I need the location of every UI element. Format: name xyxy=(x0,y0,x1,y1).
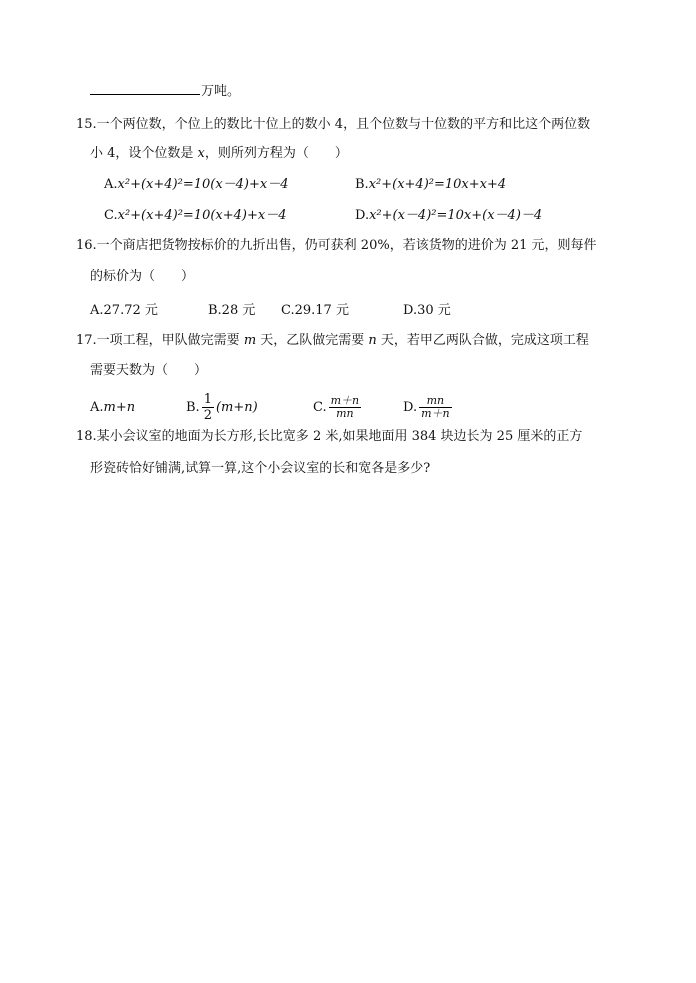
q14-answer-line xyxy=(90,82,240,101)
fraction-denominator: mn xyxy=(336,407,354,420)
q17-option-b-label: B. xyxy=(186,400,200,415)
q17-option-c-label: C. xyxy=(313,400,327,415)
q17-stem-line1-a: 17.一项工程，甲队做完需要 xyxy=(76,333,244,348)
q15-option-c-expr: x²+(x+4)²=10(x+4)+x－4 xyxy=(117,208,287,223)
q17-option-c xyxy=(313,389,363,427)
q17-variable-m: m xyxy=(243,333,257,348)
q17-option-a xyxy=(90,399,135,417)
q17-variable-n: n xyxy=(368,333,377,348)
q14-tail-text: 万吨。 xyxy=(201,84,241,99)
q15-option-a xyxy=(104,176,289,194)
q16-stem-line1: 16.一个商店把货物按标价的九折出售，仍可获利 20%，若该货物的进价为 21 元，则每件 xyxy=(76,238,597,253)
q17-stem-line2: 需要天数为（ ） xyxy=(90,363,208,378)
q15-option-b-label: B. xyxy=(355,177,369,192)
q15-option-b xyxy=(355,176,506,194)
q16-option-b: B.28 元 xyxy=(208,303,256,318)
q15-stem-line2 xyxy=(90,145,348,163)
q16-option-d: D.30 元 xyxy=(403,303,451,318)
q17-option-b xyxy=(186,389,258,427)
q15-stem-line2-a: 小 4，设个位数是 xyxy=(90,146,198,161)
q17-option-d-fraction xyxy=(419,395,452,420)
q17-option-b-fraction xyxy=(202,392,214,423)
fraction-numerator: mn xyxy=(419,395,452,408)
q15-stem-line2-b: ，则所列方程为（ ） xyxy=(204,146,348,161)
q17-stem-line1-c: 天，若甲乙两队合做，完成这项工程 xyxy=(376,333,589,348)
q16-option-c: C.29.17 元 xyxy=(281,303,349,318)
q15-option-c xyxy=(104,207,286,225)
q15-stem-line1: 15.一个两位数，个位上的数比十位上的数小 4，且个位数与十位数的平方和比这个两位数 xyxy=(76,117,591,132)
q15-option-a-label: A. xyxy=(104,177,118,192)
q15-option-d-expr: x²+(x－4)²=10x+(x－4)－4 xyxy=(369,208,543,223)
fraction-denominator: m＋n xyxy=(421,407,450,420)
q17-option-a-label: A. xyxy=(90,400,104,415)
q15-option-c-label: C. xyxy=(104,208,118,223)
q17-option-d xyxy=(403,389,454,427)
fraction-denominator: 2 xyxy=(203,408,212,423)
q17-stem-line1 xyxy=(76,332,589,350)
q16-stem-line2: 的标价为（ ） xyxy=(90,269,195,284)
q15-variable-x: x xyxy=(197,146,205,161)
q15-option-d-label: D. xyxy=(355,208,370,223)
fraction-numerator: m＋n xyxy=(330,394,360,407)
q17-option-c-fraction xyxy=(329,395,362,420)
q15-option-b-expr: x²+(x+4)²=10x+x+4 xyxy=(368,177,507,192)
q17-stem-line1-b: 天，乙队做完需要 xyxy=(256,333,369,348)
q16-option-a: A.27.72 元 xyxy=(90,303,158,318)
q18-stem-line1: 18.某小会议室的地面为长方形,长比宽多 2 米,如果地面用 384 块边长为 25 厘米的正方 xyxy=(76,429,583,444)
q15-option-a-expr: x²+(x+4)²=10(x－4)+x－4 xyxy=(117,177,289,192)
q18-stem-line2: 形瓷砖恰好铺满,试算一算,这个小会议室的长和宽各是多少? xyxy=(90,461,431,476)
fraction-numerator: 1 xyxy=(203,392,212,407)
answer-blank xyxy=(90,82,200,95)
q17-option-b-tail: (m+n) xyxy=(215,400,258,415)
q15-option-d xyxy=(355,207,542,225)
q17-option-d-label: D. xyxy=(403,400,418,415)
q17-option-a-expr: m+n xyxy=(103,400,136,415)
